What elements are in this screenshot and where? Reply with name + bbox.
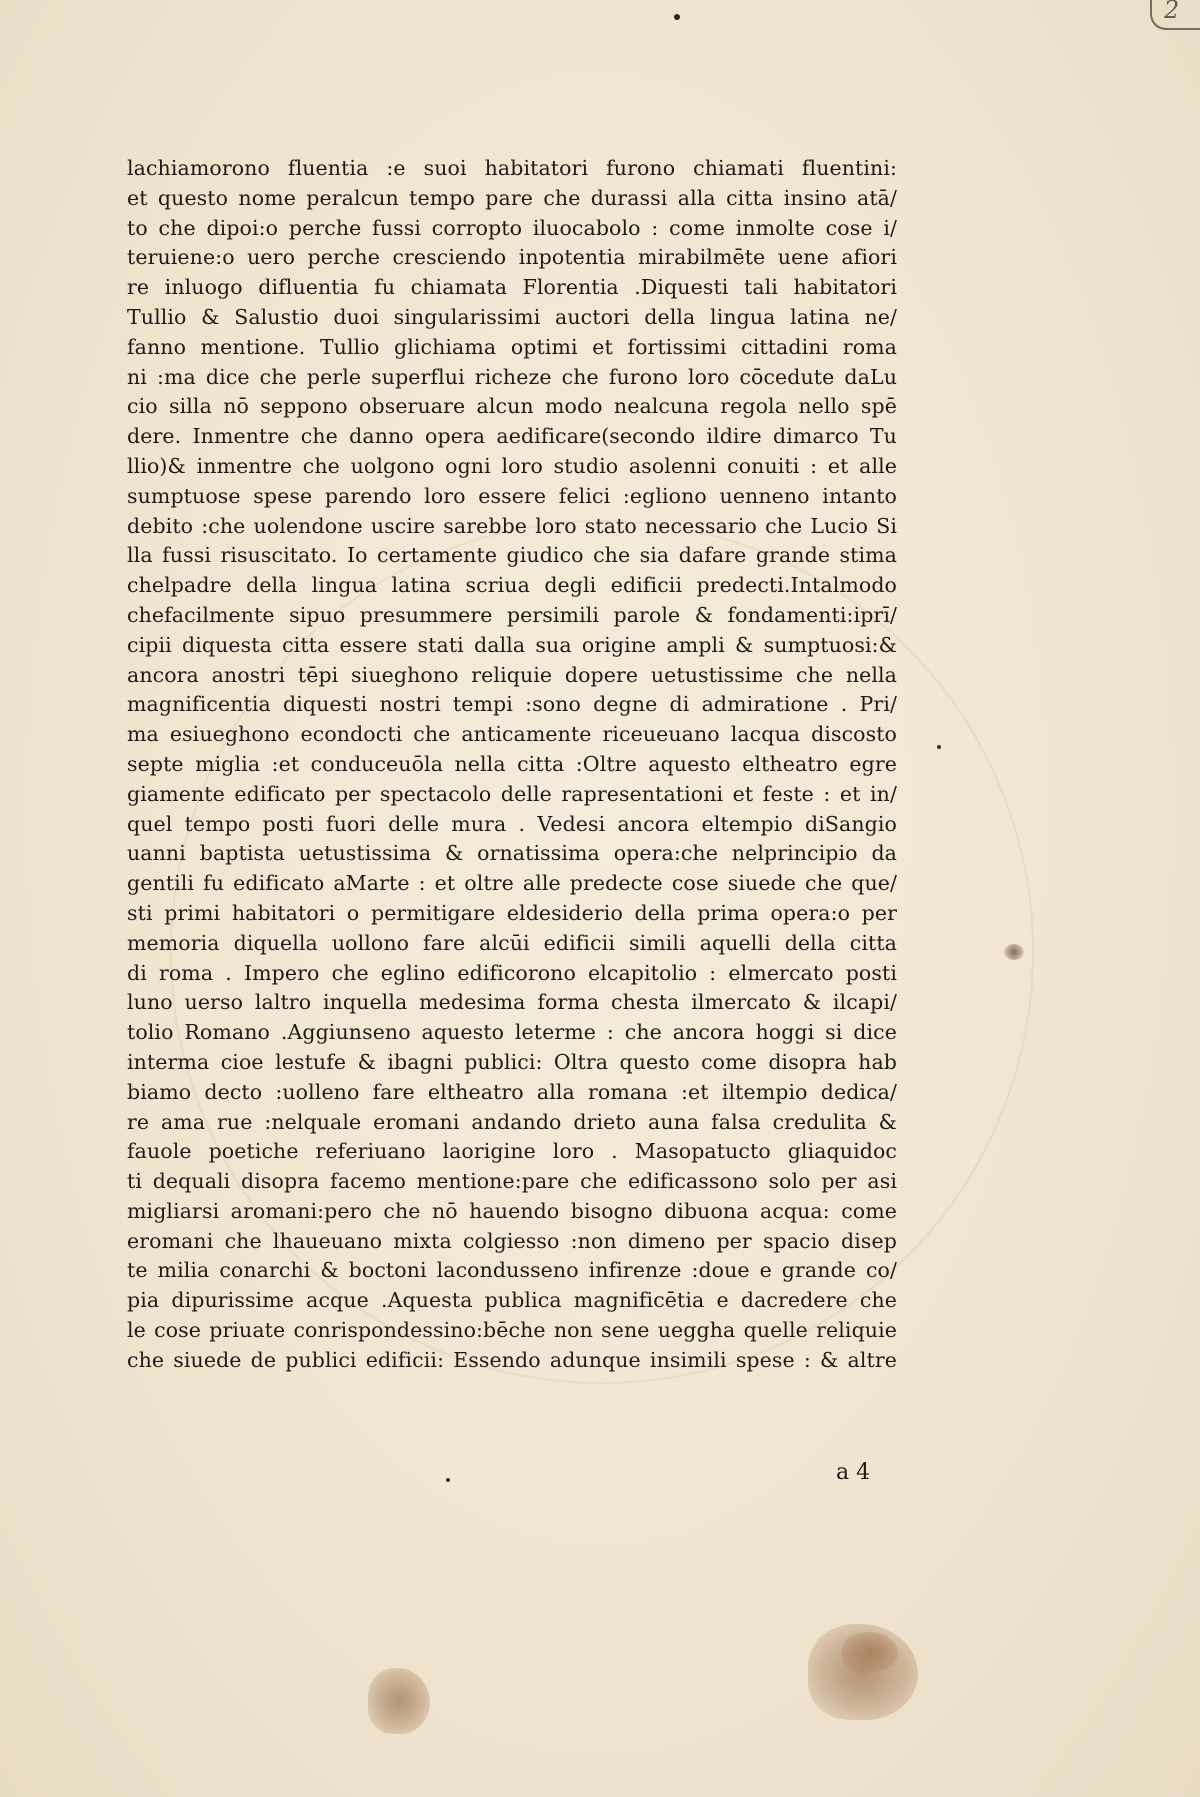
text-line: re ama rue :nelquale eromani andando drieto auna falsa credulita & — [127, 1109, 897, 1134]
text-line: migliarsi aromani:pero che nō hauendo bisogno dibuona acqua: come — [127, 1198, 897, 1223]
text-line: tolio Romano .Aggiunseno aquesto leterme : che ancora hoggi si dice — [127, 1020, 897, 1045]
text-line: biamo decto :uolleno fare eltheatro alla romana :et iltempio dedica/ — [127, 1079, 897, 1104]
text-line: cio silla nō seppono obseruare alcun modo nealcuna regola nello spē — [127, 394, 897, 419]
ink-spot — [1004, 944, 1024, 960]
text-line: uanni baptista uetustissima & ornatissima opera:che nelprincipio da — [127, 841, 897, 866]
ink-dot — [674, 14, 680, 20]
text-line: re inluogo difluentia fu chiamata Florentia .Diquesti tali habitatori — [127, 275, 897, 300]
text-line: dere. Inmentre che danno opera aedificare(secondo ildire dimarco Tu — [127, 424, 897, 449]
text-line: memoria diquella uollono fare alcūi edificii simili aquelli della citta — [127, 930, 897, 955]
text-line: che siuede de publici edificii: Essendo adunque insimili spese : & altre — [127, 1347, 897, 1372]
text-line: luno uerso laltro inquella medesima forma chesta ilmercato & ilcapi/ — [127, 990, 897, 1015]
text-line: interma cioe lestufe & ibagni publici: Oltra questo come disopra hab — [127, 1049, 897, 1074]
text-line: quel tempo posti fuori delle mura . Vedesi ancora eltempio diSangio — [127, 811, 897, 836]
text-line: et questo nome peralcun tempo pare che durassi alla citta insino atā/ — [127, 185, 897, 210]
text-line: fanno mentione. Tullio glichiama optimi et fortissimi cittadini roma — [127, 334, 897, 359]
text-line: sumptuose spese parendo loro essere felici :egliono uenneno intanto — [127, 483, 897, 508]
text-line: cipii diquesta citta essere stati dalla sua origine ampli & sumptuosi:& — [127, 632, 897, 657]
text-line: teruiene:o uero perche cresciendo inpotentia mirabilmēte uene afiori — [127, 245, 897, 270]
text-line: lla fussi risuscitato. Io certamente giudico che sia dafare grande stima — [127, 543, 897, 568]
text-line: debito :che uolendone uscire sarebbe loro stato necessario che Lucio Si — [127, 513, 897, 538]
text-line: lachiamorono fluentia :e suoi habitatori furono chiamati fluentini: — [127, 156, 897, 180]
text-line: le cose priuate conrispondessino:bēche non sene ueggha quelle reliquie — [127, 1318, 897, 1343]
text-line: ti dequali disopra facemo mentione:pare che edificassono solo per asi — [127, 1169, 897, 1194]
text-line: magnificentia diquesti nostri tempi :sono degne di admiratione . Pri/ — [127, 692, 897, 717]
text-block — [127, 154, 897, 1376]
text-line: septe miglia :et conduceuōla nella citta :Oltre aquesto eltheatro egre — [127, 751, 897, 776]
ink-dot — [446, 1478, 450, 1482]
text-line: giamente edificato per spectacolo delle rapresentationi et feste : et in/ — [127, 781, 897, 806]
text-line: Tullio & Salustio duoi singularissimi auctori della lingua latina ne/ — [127, 304, 897, 329]
text-line: te milia conarchi & boctoni lacondusseno infirenze :doue e grande co/ — [127, 1258, 897, 1283]
text-line: ni :ma dice che perle superflui richeze che furono loro cōcedute daLu — [127, 364, 897, 389]
paper-stain — [368, 1668, 430, 1734]
text-line: gentili fu edificato aMarte : et oltre alle predecte cose siuede che que/ — [127, 871, 897, 896]
text-line: llio)& inmentre che uolgono ogni loro studio asolenni conuiti : et alle — [127, 453, 897, 478]
text-line: chefacilmente sipuo presummere persimili parole & fondamenti:iprī/ — [127, 602, 897, 627]
text-line: chelpadre della lingua latina scriua degli edificii predecti.Intalmodo — [127, 573, 897, 598]
folio-mark: 2 — [1150, 0, 1200, 30]
paper-stain — [842, 1632, 898, 1672]
ink-dot — [937, 745, 941, 749]
signature-mark: a 4 — [836, 1460, 871, 1485]
text-line: di roma . Impero che eglino edificorono elcapitolio : elmercato posti — [127, 960, 897, 985]
text-line: eromani che lhaueuano mixta colgiesso :non dimeno per spacio disep — [127, 1228, 897, 1253]
text-line: fauole poetiche referiuano laorigine loro . Masopatucto gliaquidoc — [127, 1139, 897, 1164]
text-line: pia dipurissime acque .Aquesta publica magnificētia e dacredere che — [127, 1288, 897, 1313]
text-line: ma esiueghono econdocti che anticamente riceueuano lacqua discosto — [127, 722, 897, 747]
text-line: to che dipoi:o perche fussi corropto iluocabolo : come inmolte cose i/ — [127, 215, 897, 240]
text-line: ancora anostri tēpi siueghono reliquie dopere uetustissime che nella — [127, 662, 897, 687]
text-line: sti primi habitatori o permitigare eldesiderio della prima opera:o per — [127, 900, 897, 925]
